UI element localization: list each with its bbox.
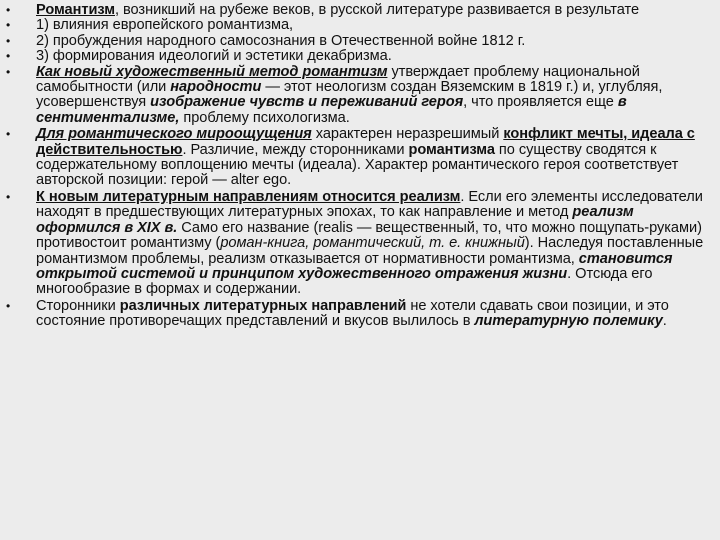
- list-item: [4, 18, 712, 33]
- bullet-icon: •: [6, 49, 11, 64]
- text-run: , что проявляется еще: [463, 94, 618, 111]
- bullet-list: [4, 3, 712, 330]
- text-run: К новым литературным направлениям относится реализм: [36, 188, 461, 205]
- list-item-text: [36, 126, 695, 188]
- list-item-text: [36, 17, 293, 33]
- text-run: становится открытой системой и принципом художественного отражения жизни: [36, 250, 673, 282]
- list-item-text: [36, 298, 669, 329]
- list-item: [4, 65, 712, 127]
- list-item: [4, 190, 712, 298]
- text-run: . Различие, между сторонниками: [182, 141, 409, 158]
- bullet-icon: •: [6, 189, 11, 204]
- text-run: Как новый художественный метод романтизм: [36, 63, 388, 80]
- list-item-text: [36, 33, 525, 49]
- list-item-text: [36, 64, 662, 126]
- list-item: [4, 3, 712, 18]
- text-run: Само его название (realis — вещественный, то, что можно пощупать-руками) противостоит романтизму (: [36, 219, 702, 252]
- text-run: 3) формирования идеологий и эстетики декабризма.: [36, 48, 392, 65]
- text-run: не хотели сдавать свои позиции, и это состояние противоречащих представлений и вкусов вылилось в: [36, 297, 669, 330]
- text-run: , возникший на рубеже веков, в русской литературе развивается в результате: [114, 2, 640, 18]
- text-run: Для романтического мироощущения: [36, 126, 312, 143]
- bullet-icon: •: [6, 3, 11, 17]
- text-run: .: [662, 313, 667, 330]
- text-run: 1) влияния европейского романтизма,: [36, 17, 294, 34]
- text-run: литературную полемику: [474, 313, 663, 330]
- text-run: в сентиментализме,: [36, 94, 627, 126]
- text-run: характерен неразрешимый: [311, 126, 504, 143]
- text-run: Сторонники: [36, 297, 120, 314]
- list-item: [4, 127, 712, 189]
- bullet-icon: •: [6, 64, 11, 79]
- text-run: . Отсюда его многообразие в формах и содержании.: [36, 265, 653, 298]
- list-item-text: [36, 189, 703, 297]
- list-item: [4, 49, 712, 64]
- bullet-icon: •: [6, 127, 11, 142]
- list-item: [4, 299, 712, 330]
- text-run: роман-книга, романтический, т. е. книжный: [220, 235, 525, 252]
- text-run: реализм оформился в XIX в.: [36, 204, 634, 236]
- text-run: проблему психологизма.: [179, 109, 350, 126]
- text-run: конфликт мечты, идеала с действительностью: [36, 126, 695, 158]
- text-run: ). Наследуя поставленные романтизмом проблемы, реализм отказывается от нормативности романтизма,: [36, 235, 704, 267]
- text-run: 2) пробуждения народного самосознания в Отечественной войне 1812 г.: [36, 32, 526, 49]
- text-run: утверждает проблему национальной самобытности (или: [36, 63, 640, 96]
- list-item-text: [36, 48, 392, 64]
- text-run: народности: [170, 79, 262, 96]
- list-item-text: [36, 2, 639, 18]
- text-run: различных литературных направлений: [119, 297, 407, 314]
- list-item: [4, 34, 712, 49]
- text-run: . Если его элементы исследователи находят в предшествующих литературных эпохах, то как направление и метод: [36, 188, 703, 221]
- bullet-icon: •: [6, 33, 11, 48]
- text-run: изображение чувств и переживаний героя: [150, 94, 464, 111]
- text-run: Романтизм: [36, 2, 115, 18]
- bullet-icon: •: [6, 298, 11, 313]
- text-run: романтизма: [408, 141, 495, 158]
- text-run: — этот неологизм создан Вяземским в 1819 г.) и, углубляя, усовершенствуя: [36, 79, 663, 111]
- text-run: по существу сводятся к содержательному воплощению мечты (идеала). Характер романтического героя соответствует авторской позиции: герой — alter ego.: [36, 141, 679, 189]
- bullet-icon: •: [6, 18, 11, 33]
